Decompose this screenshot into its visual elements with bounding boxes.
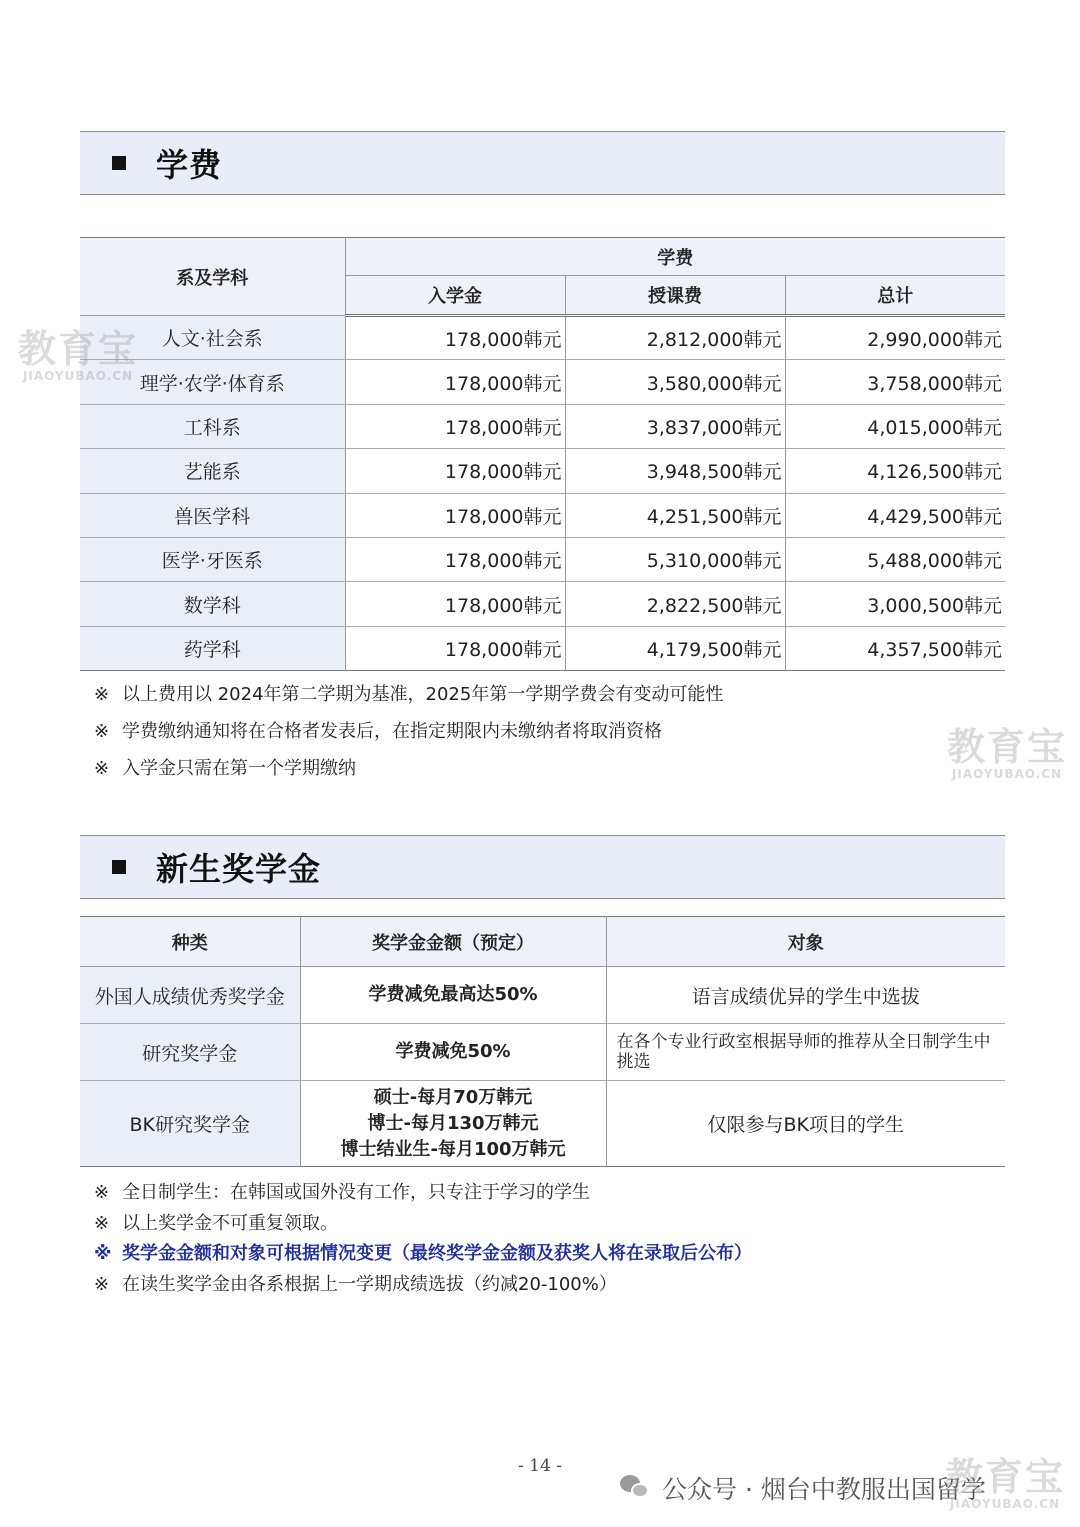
note-text: 入学金只需在第一个学期缴纳 [122,758,356,779]
admission-cell: 178,000韩元 [345,404,565,448]
total-cell: 4,126,500韩元 [785,449,1005,493]
note-text: 以上奖学金不可重复领取。 [122,1212,338,1234]
note-text: 学费缴纳通知将在合格者发表后，在指定期限内未缴纳者将取消资格 [122,721,662,742]
header-total: 总计 [785,276,1005,316]
tuition-table [80,237,1005,671]
note-text: 在读生奖学金由各系根据上一学期成绩选拔（约减20-100%） [122,1273,617,1295]
table-row [80,626,1005,670]
table-row [80,360,1005,404]
watermark-logo: 教育宝 JIAOYUBAO.CN [947,725,1068,781]
tuition-cell: 3,580,000韩元 [565,360,785,404]
table-row [80,1081,1005,1167]
kind-cell: BK研究奖学金 [80,1081,300,1167]
note-text: 全日制学生：在韩国或国外没有工作，只专注于学习的学生 [122,1182,590,1203]
footer-brand-text: 公众号 · 烟台中教服出国留学 [662,1475,986,1504]
footer-brand[interactable] [620,1470,986,1506]
section-title: 新生奖学金 [156,850,322,888]
admission-cell: 178,000韩元 [345,626,565,670]
amount-line: 博士结业生-每月100万韩元 [340,1138,566,1160]
page-number: - 14 - [518,1456,562,1476]
note-line [94,713,723,750]
note-line [94,1209,752,1240]
admission-cell: 178,000韩元 [345,493,565,537]
total-cell: 3,000,500韩元 [785,582,1005,626]
reference-mark-icon: ※ [94,1182,110,1203]
admission-cell: 178,000韩元 [345,316,565,360]
section-title: 学费 [156,146,223,184]
table-row [80,1024,1005,1081]
note-text: 以上费用以 2024年第二学期为基准，2025年第一学期学费会有变动可能性 [122,684,724,705]
tuition-cell: 2,812,000韩元 [565,316,785,360]
section-header-tuition [80,131,1005,195]
header-admission: 入学金 [345,276,565,316]
table-row [80,967,1005,1024]
reference-mark-icon: ※ [94,721,110,742]
watermark-logo: 教育宝 JIAOYUBAO.CN [18,327,139,383]
target-cell: 在各个专业行政室根据导师的推荐从全日制学生中挑选 [606,1024,1005,1081]
target-cell: 仅限参与BK项目的学生 [606,1081,1005,1167]
tuition-cell: 3,948,500韩元 [565,449,785,493]
kind-cell: 外国人成绩优秀奖学金 [80,967,300,1024]
header-kind: 种类 [80,917,300,967]
note-line-emphasis [94,1239,752,1270]
section-header-scholarship [80,835,1005,899]
target-cell: 语言成绩优异的学生中选拔 [606,967,1005,1024]
dept-cell: 艺能系 [80,449,345,493]
dept-cell: 人文·社会系 [80,316,345,360]
total-cell: 5,488,000韩元 [785,537,1005,581]
scholarship-table [80,916,1005,1167]
note-line [94,1178,752,1209]
tuition-cell: 5,310,000韩元 [565,537,785,581]
header-tuition: 授课费 [565,276,785,316]
amount-line: 学费减免最高达50% [368,984,538,1005]
dept-cell: 数学科 [80,582,345,626]
admission-cell: 178,000韩元 [345,537,565,581]
header-target: 对象 [606,917,1005,967]
amount-line: 硕士-每月70万韩元 [373,1086,533,1108]
square-bullet-icon [112,860,126,874]
table-row [80,493,1005,537]
admission-cell: 178,000韩元 [345,360,565,404]
dept-cell: 药学科 [80,626,345,670]
table-row [80,537,1005,581]
reference-mark-icon: ※ [94,1273,110,1295]
kind-cell: 研究奖学金 [80,1024,300,1081]
reference-mark-icon: ※ [94,1243,112,1264]
watermark-logo: 教育宝 JIAOYUBAO.CN [945,1455,1066,1511]
amount-cell [300,967,606,1024]
admission-cell: 178,000韩元 [345,449,565,493]
header-dept: 系及学科 [80,238,345,316]
tuition-cell: 2,822,500韩元 [565,582,785,626]
dept-cell: 理学·农学·体育系 [80,360,345,404]
dept-cell: 医学·牙医系 [80,537,345,581]
reference-mark-icon: ※ [94,758,110,779]
amount-line: 博士-每月130万韩元 [367,1112,539,1134]
table-row [80,582,1005,626]
square-bullet-icon [112,156,126,170]
note-line [94,1270,752,1301]
tuition-cell: 3,837,000韩元 [565,404,785,448]
amount-cell [300,1024,606,1081]
note-line [94,676,723,713]
note-text: 奖学金金额和对象可根据情况变更（最终奖学金金额及获奖人将在录取后公布） [122,1243,752,1264]
tuition-cell: 4,179,500韩元 [565,626,785,670]
total-cell: 4,357,500韩元 [785,626,1005,670]
total-cell: 4,015,000韩元 [785,404,1005,448]
table-row [80,316,1005,360]
total-cell: 2,990,000韩元 [785,316,1005,360]
dept-cell: 工科系 [80,404,345,448]
total-cell: 4,429,500韩元 [785,493,1005,537]
table-row [80,404,1005,448]
tuition-cell: 4,251,500韩元 [565,493,785,537]
tuition-notes [94,676,723,787]
header-fees-group: 学费 [345,238,1005,276]
wechat-icon [620,1475,650,1501]
reference-mark-icon: ※ [94,684,110,705]
table-row [80,449,1005,493]
admission-cell: 178,000韩元 [345,582,565,626]
amount-line: 学费减免50% [395,1041,511,1062]
dept-cell: 兽医学科 [80,493,345,537]
reference-mark-icon: ※ [94,1212,110,1234]
amount-cell [300,1081,606,1167]
note-line [94,750,723,787]
scholarship-notes [94,1178,752,1300]
header-amount: 奖学金金额（预定） [300,917,606,967]
total-cell: 3,758,000韩元 [785,360,1005,404]
